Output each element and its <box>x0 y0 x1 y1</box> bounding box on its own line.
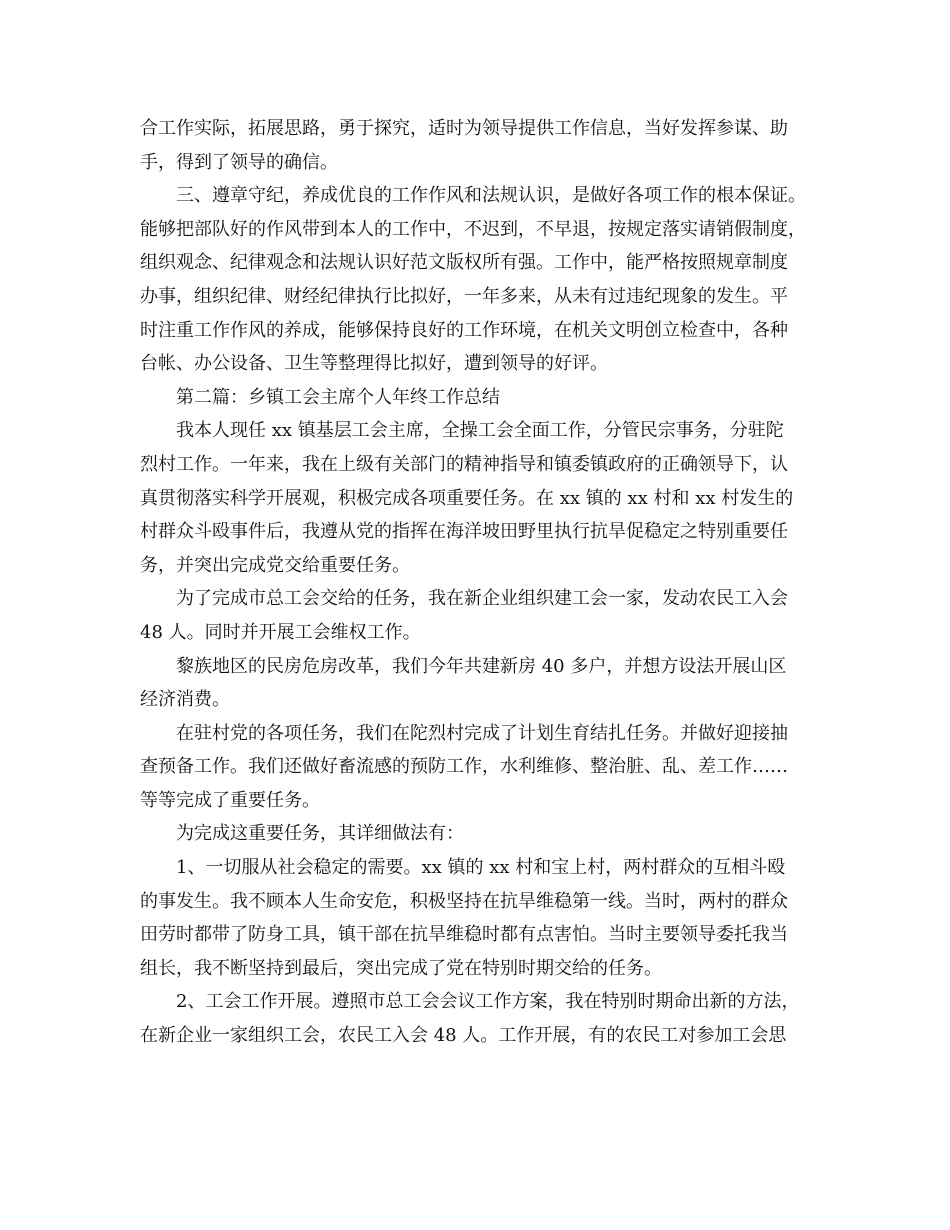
text-line: 务，并突出完成党交给重要任务。 <box>140 554 410 576</box>
text-line: 48 人。同时并开展工会维权工作。 <box>140 621 421 643</box>
text-line: 经济消费。 <box>140 689 230 711</box>
text-line: 台帐、办公设备、卫生等整理得比拟好，遭到领导的好评。 <box>140 353 608 375</box>
text-line: 1、一切服从社会稳定的需要。xx 镇的 xx 村和宝上村，两村群众的互相斗殴 <box>176 857 786 879</box>
text-line: 的事发生。我不顾本人生命安危，积极坚持在抗旱维稳第一线。当时，两村的群众 <box>140 890 788 912</box>
text-line: 我本人现任 xx 镇基层工会主席，全操工会全面工作，分管民宗事务，分驻陀 <box>176 420 784 442</box>
text-line: 手，得到了领导的确信。 <box>140 151 338 173</box>
text-line: 黎族地区的民房危房改革，我们今年共建新房 40 多户，并想方设法开展山区 <box>176 655 787 677</box>
text-line: 村群众斗殴事件后，我遵从党的指挥在海洋坡田野里执行抗旱促稳定之特别重要任 <box>140 521 788 543</box>
document-body <box>140 112 830 1053</box>
text-line: 能够把部队好的作风带到本人的工作中，不迟到，不早退，按规定落实请销假制度， <box>140 218 806 240</box>
text-line: 等等完成了重要任务。 <box>140 789 320 811</box>
text-line: 查预备工作。我们还做好畜流感的预防工作，水利维修、整治脏、乱、差工作…… <box>140 756 788 778</box>
text-line: 2、工会工作开展。遵照市总工会会议工作方案，我在特别时期命出新的方法， <box>176 991 800 1013</box>
text-line: 第二篇：乡镇工会主席个人年终工作总结 <box>176 386 500 408</box>
text-line: 组织观念、纪律观念和法规认识好范文版权所有强。工作中，能严格按照规章制度 <box>140 252 788 274</box>
text-line: 为完成这重要任务，其详细做法有： <box>176 823 464 845</box>
text-line: 办事，组织纪律、财经纪律执行比拟好，一年多来，从未有过违纪现象的发生。平 <box>140 285 788 307</box>
text-line: 烈村工作。一年来，我在上级有关部门的精神指导和镇委镇政府的正确领导下，认 <box>140 453 788 475</box>
text-line: 真贯彻落实科学开展观，积极完成各项重要任务。在 xx 镇的 xx 村和 xx 村发生的 <box>140 487 794 509</box>
text-line: 时注重工作作风的养成，能够保持良好的工作环境，在机关文明创立检查中，各种 <box>140 319 788 341</box>
text-line: 在新企业一家组织工会，农民工入会 48 人。工作开展，有的农民工对参加工会思 <box>140 1025 787 1047</box>
text-line: 组长，我不断坚持到最后，突出完成了党在特别时期交给的任务。 <box>140 957 662 979</box>
text-line: 田劳时都带了防身工具，镇干部在抗旱维稳时都有点害怕。当时主要领导委托我当 <box>140 924 788 946</box>
text-line: 三、遵章守纪，养成优良的工作作风和法规认识，是做好各项工作的根本保证。 <box>176 185 806 207</box>
text-line: 合工作实际，拓展思路，勇于探究，适时为领导提供工作信息，当好发挥参谋、助 <box>140 118 788 139</box>
text-line: 为了完成市总工会交给的任务，我在新企业组织建工会一家，发动农民工入会 <box>176 588 788 610</box>
text-line: 在驻村党的各项任务，我们在陀烈村完成了计划生育结扎任务。并做好迎接抽 <box>176 722 788 744</box>
